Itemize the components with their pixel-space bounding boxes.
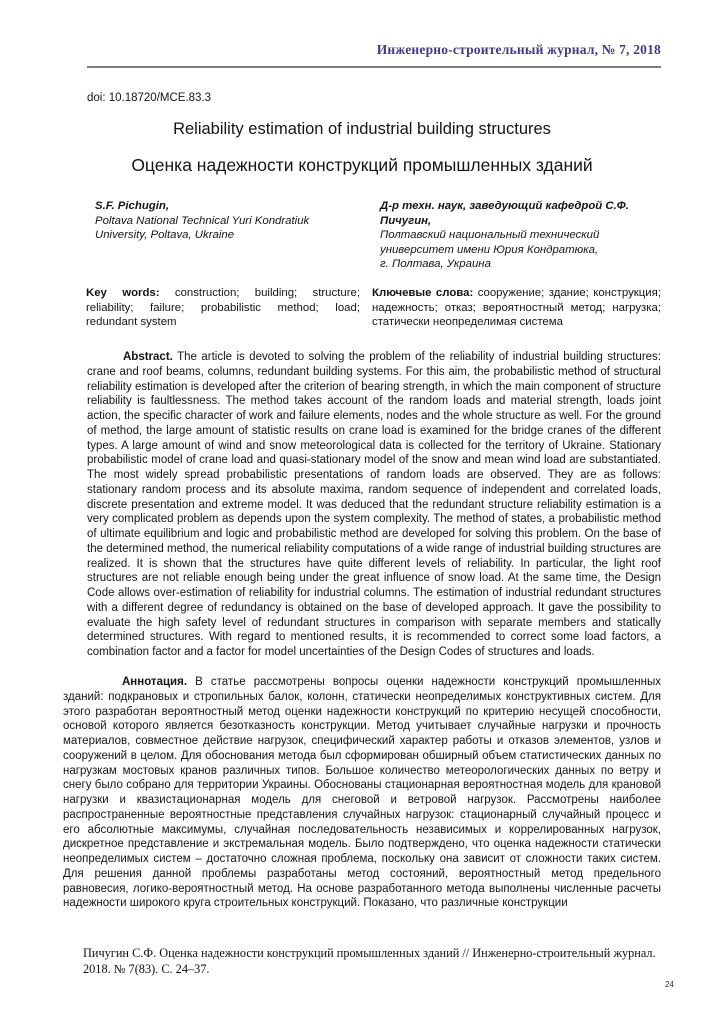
- author-ru-city: г. Полтава, Украина: [380, 258, 491, 271]
- authors-block: [86, 199, 661, 272]
- doi-label: doi: 10.18720/MCE.83.3: [87, 92, 212, 104]
- annotation-label: Аннотация.: [122, 676, 188, 688]
- page-number: 24: [665, 980, 674, 989]
- keywords-block: [86, 286, 661, 330]
- title-russian: Оценка надежности конструкций промышленных зданий: [131, 155, 593, 175]
- title-english: Reliability estimation of industrial building structures: [173, 120, 551, 138]
- keywords-en-label: Key words:: [86, 287, 160, 299]
- keywords-en-text: construction; building; structure; reliability; failure; probabilistic method; load; redundant system: [86, 287, 360, 329]
- author-en-block: [86, 199, 372, 272]
- annotation-paragraph: [63, 675, 661, 911]
- author-en-name: S.F. Pichugin,: [95, 200, 170, 212]
- author-ru-name: Д-р техн. наук, заведующий кафедрой С.Ф. Пичугин,: [380, 200, 629, 227]
- abstract-label: Abstract.: [123, 351, 173, 363]
- author-en-affiliation: Poltava National Technical Yuri Kondratiuk University, Poltava, Ukraine: [95, 214, 310, 242]
- footer-citation: Пичугин С.Ф. Оценка надежности конструкций промышленных зданий // Инженерно-строительный журнал. 2018. № 7(83). С. 24–37.: [83, 946, 656, 976]
- keywords-ru-text: сооружение; здание; конструкция; надежность; отказ; вероятностный метод; нагрузка; статически неопределимая система: [372, 287, 661, 329]
- keywords-en: [86, 286, 372, 330]
- journal-title: Инженерно-строительный журнал, № 7, 2018: [376, 42, 661, 57]
- annotation-text: В статье рассмотрены вопросы оценки надежности конструкций промышленных зданий: подкрановых и стропильных балок, колонн, статически неопределимых конструктивных систем. Для этого разработан вероятностный метод оценки надежности конструкций по критерию несущей способности, основой которого является безотказность конструкции. Метод учитывает случайные нагрузки и прочность материалов, совместное действие нагрузок, специфический характер работы и отказов элементов, узлов и сооружений в целом. Для обоснования метода был сформирован обширный объем статистических данных по нагрузкам мостовых кранов различных типов. Большое количество метеорологических данных по ветру и снегу было собрано для территории Украины. Обоснованы стационарная вероятностная модель для крановой нагрузки и квазистационарная модель для снеговой и ветровой нагрузок. Рассмотрены наиболее распространенные вероятностные представления случайных нагрузок: стационарный случайный процесс и его абсолютные максимумы, случайная последовательность независимых и коррелированных нагрузок, дискретное представление и экстремальная модель. Было подтверждено, что оценка надежности статически неопределимых систем – достаточно сложная проблема, поскольку она зависит от сложности таких систем. Для решения данной проблемы разработаны метод состояний, вероятностный метод предельного равновесия, логико-вероятностный метод. На основе разработанного метода выполнены численные расчеты надежности широкого круга строительных конструкций. Показано, что различные конструкции: [63, 676, 662, 910]
- header-rule: [87, 66, 661, 68]
- author-ru-affiliation: Полтавский национальный технический университет имени Юрия Кондратюка,: [380, 229, 600, 256]
- author-ru-block: [372, 199, 661, 272]
- keywords-ru-label: Ключевые слова:: [372, 287, 474, 299]
- abstract-text: The article is devoted to solving the problem of the reliability of industrial building structures: crane and roof beams, columns, redundant building systems. For this aim, the probabilistic method of structural reliability estimation is developed after the criterion of bearing strength, in which the main component of structure reliability is faultlessness. The method takes account of the random loads and material strength, loads joint action, the specific character of work and failure elements, nodes and the whole structure as well. For the ground of method, the large amount of statistic results on crane load is examined for the bridge cranes of the different types. A large amount of wind and snow meteorological data is collected for the territory of Ukraine. Stationary probabilistic model of crane load and quasi-stationary model of the snow and mean wind load are substantiated. The most widely spread probabilistic presentations of random loads are observed. They are as follows: stationary random process and its absolute maxima, random sequence of independent and correlated loads, discrete presentation and extreme model. It was deduced that the redundant structure reliability estimation is a very complicated problem as depends upon the system complexity. The method of states, a probabilistic method of ultimate equilibrium and logic and probabilistic method are developed for solving this problem. On the base of the determined method, the numerical reliability computations of a wide range of industrial building structures are realized. It is shown that the structures have quite different levels of reliability. In particular, the light roof structures are not reliable enough being under the great influence of snow load. At the same time, the Design Code allows over-estimation of reliability for industrial columns. The estimation of industrial redundant structures with a different degree of redundancy is obtained on the base of developed approach. It gave the possibility to evaluate the high safety level of redundant structures in comparison with separate members and statically determined structures. With regard to mentioned results, it is recommended to correct some load factors, a combination factor and a factor for model uncertainties of the Design Codes of structures and loads.: [87, 351, 661, 658]
- keywords-ru: [372, 286, 661, 330]
- abstract-paragraph: [87, 350, 661, 660]
